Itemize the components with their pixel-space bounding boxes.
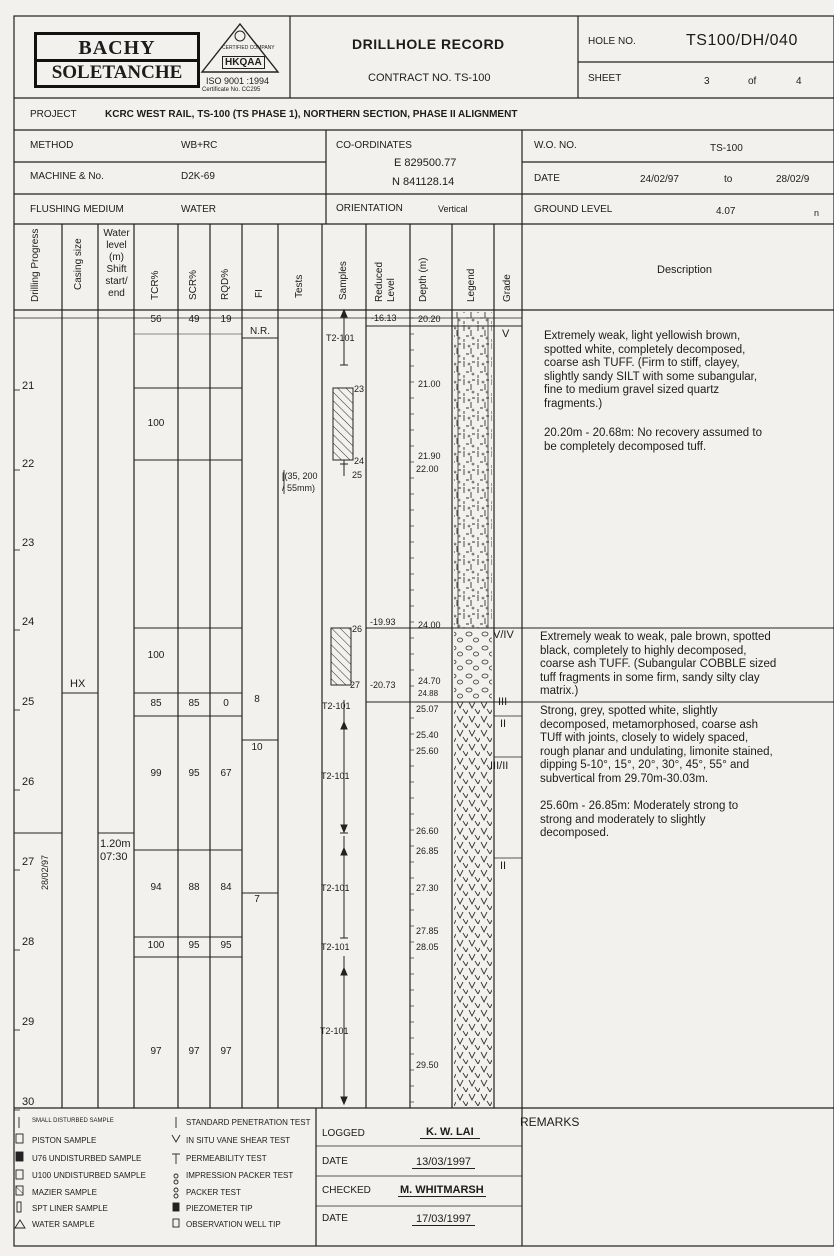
logged-by: K. W. LAI xyxy=(420,1126,480,1139)
progress-date: 28/02/97 xyxy=(40,854,50,890)
scale-21: 21 xyxy=(22,380,35,392)
sheet-label: SHEET xyxy=(588,73,622,84)
depth-21-00: 21.00 xyxy=(418,379,441,389)
mazier-sample-23-24 xyxy=(333,388,353,460)
run1-tcr: 56 xyxy=(150,314,162,325)
depth-25-40: 25.40 xyxy=(416,730,439,740)
key-packer: PACKER TEST xyxy=(186,1188,241,1197)
col-description: Description xyxy=(657,264,713,276)
sample-27: 27 xyxy=(350,680,361,690)
depth-20-20: 20.20 xyxy=(418,314,441,324)
key-u76: U76 UNDISTURBED SAMPLE xyxy=(32,1154,142,1163)
sheet-of: of xyxy=(748,76,757,87)
run4-tcr: 85 xyxy=(150,698,162,709)
easting: E 829500.77 xyxy=(394,157,457,169)
flushing-value: WATER xyxy=(181,204,216,215)
col-fi: FI xyxy=(254,289,265,298)
col-scr: SCR% xyxy=(188,269,199,300)
scale-22: 22 xyxy=(22,458,35,470)
method-value: WB+RC xyxy=(181,140,218,151)
flushing-label: FLUSHING MEDIUM xyxy=(30,204,124,215)
key-u100: U100 UNDISTURBED SAMPLE xyxy=(32,1171,146,1180)
depth-21-90: 21.90 xyxy=(418,451,441,461)
scale-30: 30 xyxy=(22,1096,35,1108)
northing: N 841128.14 xyxy=(392,176,455,188)
key-spt-liner: SPT LINER SAMPLE xyxy=(32,1204,108,1213)
run4-rqd: 0 xyxy=(223,698,229,709)
cert-number: Certificate No. CC295 xyxy=(202,87,261,93)
depth-24-70: 24.70 xyxy=(418,676,441,686)
run4-scr: 85 xyxy=(188,698,200,709)
sample-26: 26 xyxy=(352,624,363,634)
col-tcr: TCR% xyxy=(150,270,161,300)
contract-number: CONTRACT NO. TS-100 xyxy=(368,72,491,84)
key-spt: STANDARD PENETRATION TEST xyxy=(186,1118,311,1127)
depth-27-85: 27.85 xyxy=(416,926,439,936)
wo-value: TS-100 xyxy=(710,143,743,154)
logo-line-bachy: BACHY xyxy=(78,37,156,59)
run6-rqd: 84 xyxy=(220,882,232,893)
checked-label: CHECKED xyxy=(322,1185,371,1196)
legend-fresh-tuff xyxy=(454,702,492,1108)
col-legend: Legend xyxy=(466,268,477,302)
sample-25: 25 xyxy=(352,470,363,480)
sample-t2-101-a: T2-101 xyxy=(326,333,355,343)
checked-by: M. WHITMARSH xyxy=(400,1184,484,1196)
scale-23: 23 xyxy=(22,537,35,549)
depth-29-50: 29.50 xyxy=(416,1060,439,1070)
sample-24: 24 xyxy=(354,456,365,466)
hole-no: TS100/DH/040 xyxy=(686,32,798,49)
orientation-value: Vertical xyxy=(438,204,468,214)
fi-7: 7 xyxy=(254,894,260,905)
fi-nr: N.R. xyxy=(250,326,270,337)
cert-hkqaa: HKQAA xyxy=(222,56,265,69)
company-logo xyxy=(34,32,200,88)
description-stratum-3-note: 25.60m - 26.85m: Moderately strong to strong and moderately to slightly decomposed. xyxy=(540,800,739,839)
key-permeability: PERMEABILITY TEST xyxy=(186,1154,267,1163)
machine-label: MACHINE & No. xyxy=(30,171,104,182)
logged-date: 13/03/1997 xyxy=(412,1156,475,1169)
key-observation-well: OBSERVATION WELL TIP xyxy=(186,1220,281,1229)
scale-26: 26 xyxy=(22,776,35,788)
wo-label: W.O. NO. xyxy=(534,140,577,151)
scale-24: 24 xyxy=(22,616,35,628)
depth-25-07: 25.07 xyxy=(416,704,439,714)
depth-25-60: 25.60 xyxy=(416,746,439,756)
col-tests: Tests xyxy=(294,274,305,298)
run5-scr: 95 xyxy=(188,768,200,779)
depth-26-60: 26.60 xyxy=(416,826,439,836)
run5-tcr: 99 xyxy=(150,768,162,779)
checked-date-label: DATE xyxy=(322,1213,348,1224)
mazier-sample-26-27 xyxy=(331,628,351,685)
depth-27-30: 27.30 xyxy=(416,883,439,893)
date-label: DATE xyxy=(534,173,560,184)
col-reduced-level: Reduced Level xyxy=(374,261,397,302)
reduced-level-3: -20.73 xyxy=(370,680,396,690)
col-grade: Grade xyxy=(502,274,513,302)
run1-rqd: 19 xyxy=(220,314,232,325)
depth-24-88: 24.88 xyxy=(418,689,439,698)
grade-v: V xyxy=(502,328,510,340)
ground-level-label: GROUND LEVEL xyxy=(534,204,613,215)
key-piston: PISTON SAMPLE xyxy=(32,1136,97,1145)
col-samples: Samples xyxy=(338,261,349,300)
sheet-total: 4 xyxy=(796,76,802,87)
cert-company-label: CERTIFIED COMPANY xyxy=(222,45,275,51)
remarks-label: REMARKS xyxy=(520,1115,580,1129)
legend-cobble-tuff xyxy=(454,628,492,702)
project-label: PROJECT xyxy=(30,109,77,120)
sheet-number: 3 xyxy=(704,76,710,87)
depth-24-00: 24.00 xyxy=(418,620,441,630)
run2-tcr: 100 xyxy=(147,418,165,429)
grade-ii-b: II xyxy=(500,860,507,872)
depth-22-00: 22.00 xyxy=(416,464,439,474)
grade-ii-a: II xyxy=(500,718,507,730)
run7-rqd: 95 xyxy=(220,940,232,951)
run1-scr: 49 xyxy=(188,314,200,325)
method-label: METHOD xyxy=(30,140,74,151)
scale-29: 29 xyxy=(22,1016,35,1028)
run8-tcr: 97 xyxy=(150,1046,162,1057)
ground-level-unit: n xyxy=(814,208,820,218)
col-water-level: Water level (m) Shift start/ end xyxy=(103,228,130,299)
logo-line-soletanche: SOLETANCHE xyxy=(37,59,197,84)
scale-27: 27 xyxy=(22,856,35,868)
sample-t2-101-b: T2-101 xyxy=(322,701,351,711)
key-impression-packer: IMPRESSION PACKER TEST xyxy=(186,1171,294,1180)
description-stratum-2: Extremely weak to weak, pale brown, spotted black, completely to highly decomposed, coarse ash TUFF. (Subangular COBBLE sized tuff fragments in some firm, sandy silty clay matrix.) xyxy=(540,631,777,697)
reduced-level-1: -16.13 xyxy=(371,313,397,323)
sample-t2-101-f: T2-101 xyxy=(320,1026,349,1036)
logged-date-label: DATE xyxy=(322,1156,348,1167)
tests-spt-value: [(35, 200 / 55mm) xyxy=(282,471,318,493)
casing-hx: HX xyxy=(70,678,86,690)
machine-value: D2K-69 xyxy=(181,171,215,182)
project-value: KCRC WEST RAIL, TS-100 (TS PHASE 1), NORTHERN SECTION, PHASE II ALIGNMENT xyxy=(105,109,518,120)
date-to: 28/02/9 xyxy=(776,174,810,185)
grade-iii: III xyxy=(498,696,508,708)
col-rqd: RQD% xyxy=(220,268,231,300)
sample-t2-101-e: T2-101 xyxy=(321,942,350,952)
hole-no-label: HOLE NO. xyxy=(588,36,636,47)
description-stratum-1: Extremely weak, light yellowish brown, spotted white, completely decomposed, coarse ash TUFF. (Firm to stiff, clayey, slightly sandy SILT with some subangular, fine to medium gravel sized quartz fragments.) xyxy=(544,330,758,410)
date-to-word: to xyxy=(724,174,733,185)
run7-scr: 95 xyxy=(188,940,200,951)
grade-iii-ii: III/II xyxy=(490,760,509,772)
sample-t2-101-d: T2-101 xyxy=(321,883,350,893)
run6-scr: 88 xyxy=(188,882,200,893)
scale-25: 25 xyxy=(22,696,35,708)
cert-iso: ISO 9001 :1994 xyxy=(206,76,270,86)
sample-23: 23 xyxy=(354,384,365,394)
logged-label: LOGGED xyxy=(322,1128,365,1139)
depth-28-05: 28.05 xyxy=(416,942,439,952)
description-stratum-3: Strong, grey, spotted white, slightly decomposed, metamorphosed, coarse ash TUff with joints, closely to widely spaced, rough planar and undulating, limonite stained, dipping 5-10°, 15°, 20°, 30°, 45°, 55° and subvertical from 29.70m-30.03m. xyxy=(540,705,773,785)
key-vane-shear: IN SITU VANE SHEAR TEST xyxy=(186,1136,291,1145)
date-from: 24/02/97 xyxy=(640,174,679,185)
grade-v-iv: V/IV xyxy=(493,629,514,641)
water-level-reading: 1.20m 07:30 xyxy=(100,838,131,863)
col-depth: Depth (m) xyxy=(418,257,429,302)
checked-date: 17/03/1997 xyxy=(412,1213,475,1226)
sample-t2-101-c: T2-101 xyxy=(321,771,350,781)
col-drilling-progress: Drilling Progress xyxy=(30,228,41,302)
run8-scr: 97 xyxy=(188,1046,200,1057)
col-casing-size: Casing size xyxy=(73,238,84,290)
key-small-disturbed: SMALL DISTURBED SAMPLE xyxy=(32,1118,114,1124)
fi-8: 8 xyxy=(254,694,260,705)
ground-level-value: 4.07 xyxy=(716,206,736,217)
run6-tcr: 94 xyxy=(150,882,162,893)
key-mazier: MAZIER SAMPLE xyxy=(32,1188,97,1197)
run3-tcr: 100 xyxy=(147,650,165,661)
legend-decomposed-tuff xyxy=(454,312,492,628)
run5-rqd: 67 xyxy=(220,768,232,779)
run8-rqd: 97 xyxy=(220,1046,232,1057)
fi-10: 10 xyxy=(251,742,263,753)
description-stratum-1-note: 20.20m - 20.68m: No recovery assumed to be completely decomposed tuff. xyxy=(544,427,762,453)
scale-28: 28 xyxy=(22,936,35,948)
coordinates-label: CO-ORDINATES xyxy=(336,140,412,151)
key-piezometer: PIEZOMETER TIP xyxy=(186,1204,253,1213)
page-title: DRILLHOLE RECORD xyxy=(352,36,505,52)
reduced-level-2: -19.93 xyxy=(370,617,396,627)
key-water-sample: WATER SAMPLE xyxy=(32,1220,95,1229)
run7-tcr: 100 xyxy=(147,940,165,951)
orientation-label: ORIENTATION xyxy=(336,203,403,214)
depth-26-85: 26.85 xyxy=(416,846,439,856)
